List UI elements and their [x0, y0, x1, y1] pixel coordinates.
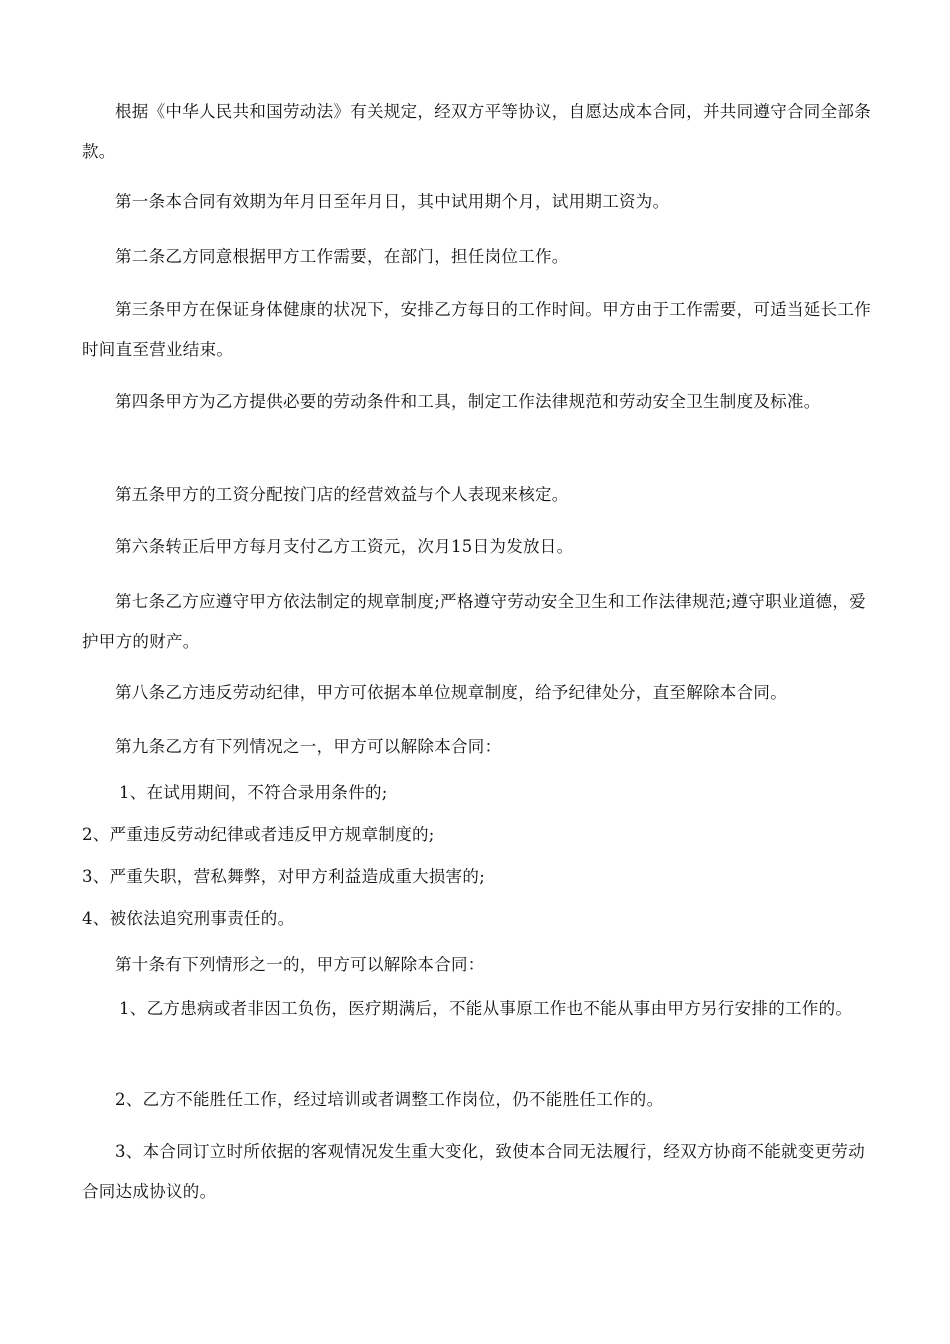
article-10-paragraph: 第十条有下列情形之一的，甲方可以解除本合同：	[115, 954, 485, 974]
article-3-paragraph: 第三条甲方在保证身体健康的状况下，安排乙方每日的工作时间。甲方由于工作需要，可适当延长工作时间直至营业结束。	[82, 299, 871, 359]
article-6-paragraph: 第六条转正后甲方每月支付乙方工资元，次月15日为发放日。	[115, 536, 574, 556]
article-9-item-2: 2、严重违反劳动纪律或者违反甲方规章制度的;	[82, 824, 435, 844]
intro-paragraph: 根据《中华人民共和国劳动法》有关规定，经双方平等协议，自愿达成本合同，并共同遵守合同全部条款。	[82, 101, 871, 161]
article-7-paragraph: 第七条乙方应遵守甲方依法制定的规章制度;严格遵守劳动安全卫生和工作法律规范;遵守职业道德，爱护甲方的财产。	[82, 591, 866, 651]
article-10-item-3: 3、本合同订立时所依据的客观情况发生重大变化，致使本合同无法履行，经双方协商不能就变更劳动合同达成协议的。	[82, 1141, 865, 1201]
article-10-item-1: 1、乙方患病或者非因工负伤，医疗期满后，不能从事原工作也不能从事由甲方另行安排的工作的。	[119, 998, 853, 1018]
article-2-paragraph: 第二条乙方同意根据甲方工作需要，在部门，担任岗位工作。	[115, 246, 569, 266]
article-9-paragraph: 第九条乙方有下列情况之一，甲方可以解除本合同：	[115, 736, 502, 756]
article-9-item-4: 4、被依法追究刑事责任的。	[82, 908, 295, 928]
article-1-paragraph: 第一条本合同有效期为年月日至年月日，其中试用期个月，试用期工资为。	[115, 191, 670, 211]
article-5-paragraph: 第五条甲方的工资分配按门店的经营效益与个人表现来核定。	[115, 484, 569, 504]
article-9-item-3: 3、严重失职，营私舞弊，对甲方利益造成重大损害的;	[82, 866, 486, 886]
article-4-paragraph: 第四条甲方为乙方提供必要的劳动条件和工具，制定工作法律规范和劳动安全卫生制度及标准。	[115, 391, 821, 411]
article-9-item-1: 1、在试用期间，不符合录用条件的;	[119, 782, 388, 802]
article-10-item-2: 2、乙方不能胜任工作，经过培训或者调整工作岗位，仍不能胜任工作的。	[115, 1089, 664, 1109]
article-8-paragraph: 第八条乙方违反劳动纪律，甲方可依据本单位规章制度，给予纪律处分，直至解除本合同。	[115, 682, 787, 702]
